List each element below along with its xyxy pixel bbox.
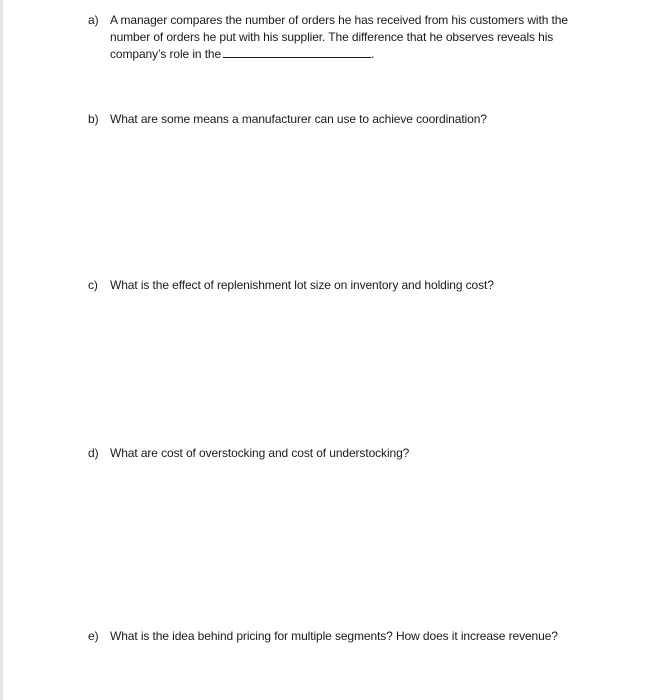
question-text: What is the idea behind pricing for multiple segments? How does it increase revenue? — [110, 629, 558, 643]
question-text: What is the effect of replenishment lot size on inventory and holding cost? — [110, 278, 494, 292]
question-letter: e) — [88, 629, 99, 643]
question-b — [88, 111, 608, 128]
question-letter: d) — [88, 446, 99, 460]
answer-blank — [223, 46, 371, 58]
question-letter: a) — [88, 13, 99, 27]
question-c — [88, 277, 608, 294]
question-e — [88, 628, 608, 645]
question-a — [88, 12, 608, 63]
question-text: What are some means a manufacturer can use to achieve coordination? — [110, 112, 487, 126]
question-text: What are cost of overstocking and cost of understocking? — [110, 446, 410, 460]
question-text — [110, 12, 608, 63]
question-letter: c) — [88, 278, 98, 292]
question-d — [88, 445, 608, 462]
question-letter: b) — [88, 112, 99, 126]
page-edge — [0, 0, 3, 700]
question-text-after-blank: . — [371, 47, 375, 61]
question-text-before-blank: A manager compares the number of orders he has received from his customers with the number of orders he put with his supplier. The difference that he observes reveals his company’s role in the — [110, 13, 568, 61]
